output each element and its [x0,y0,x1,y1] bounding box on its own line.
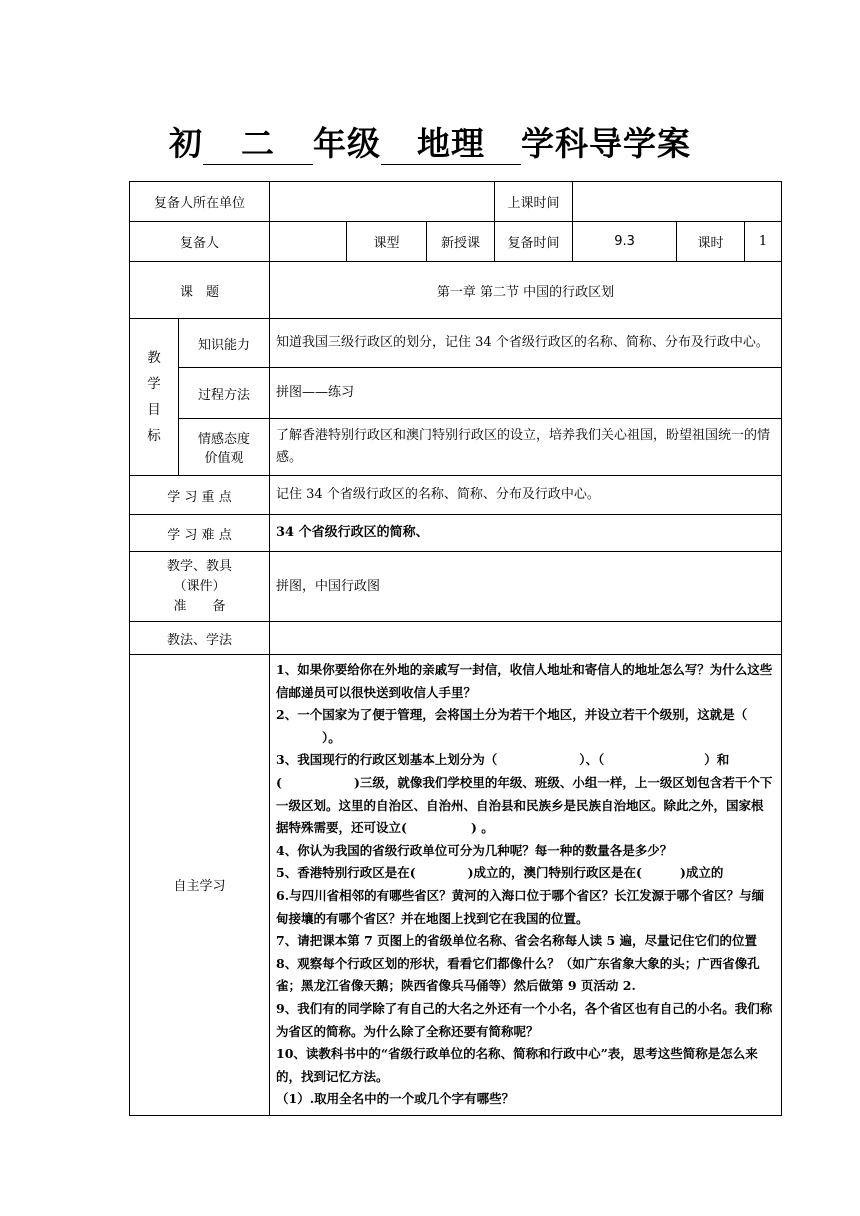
title-suffix: 学科导学案 [521,124,691,163]
row-difficulty [130,515,782,552]
difficulty-value: 34 个省级行政区的简称、 [270,515,782,552]
title-subject-blank: 地理 [381,124,521,165]
goals-char: 目 [147,402,161,418]
self-study-label: 自主学习 [130,655,270,1116]
class-time-label: 上课时间 [495,182,573,222]
goals-char: 教 [147,350,161,366]
period-value: 1 [745,222,782,262]
title-grade-suffix: 年级 [313,124,381,163]
prep-time-label: 复备时间 [495,222,573,262]
question-10: 10、读教科书中的“省级行政单位的名称、简称和行政中心”表，思考这些简称是怎么来的，找到记忆方法。 [276,1046,758,1084]
emotion-value: 了解香港特别行政区和澳门特别行政区的设立，培养我们关心祖国，盼望祖国统一的情感。 [270,419,782,476]
tools-label [130,552,270,622]
process-value: 拼图——练习 [270,368,782,419]
difficulty-label: 学 习 难 点 [130,515,270,552]
process-label: 过程方法 [179,368,270,419]
row-topic [130,262,782,319]
emotion-label-line: 价值观 [204,451,244,466]
q2-blank-open: （ [734,707,748,723]
lesson-type-value: 新授课 [427,222,495,262]
topic-value: 第一章 第二节 中国的行政区划 [270,262,782,319]
goals-char: 学 [147,376,161,392]
q3-text-c: ）和 [704,752,730,768]
period-label: 课时 [677,222,745,262]
key-point-label: 学 习 重 点 [130,476,270,515]
emotion-label [179,419,270,476]
tools-label-line: 准 备 [173,598,226,614]
row-key-point [130,476,782,515]
tools-value: 拼图，中国行政图 [270,552,782,622]
q3-text-d: ( [276,774,282,790]
key-point-value: 记住 34 个省级行政区的名称、简称、分布及行政中心。 [270,476,782,515]
q2-text: 2、一个国家为了便于管理，会将国土分为若干个地区，并设立若干个级别，这就是 [276,707,735,723]
question-1: 1、如果你要给你在外地的亲戚写一封信，收信人地址和寄信人的地址怎么写？为什么这些信邮递员可以很快送到收信人手里？ [276,662,773,700]
row-self-study [130,655,782,1116]
question-5 [276,862,775,885]
row-unit [130,182,782,222]
q2-blank-close: ）。 [322,729,341,745]
question-2 [276,704,775,749]
title-prefix: 初 [169,124,203,163]
page-title [0,122,860,166]
row-preparer [130,222,782,262]
emotion-label-line: 情感态度 [198,432,251,447]
tools-label-line: （课件） [173,578,226,594]
methods-value [270,622,782,655]
question-6: 6.与四川省相邻的有哪些省区？黄河的入海口位于哪个省区？长江发源于哪个省区？与缅甸接壤的有哪个省区？并在地图上找到它在我国的位置。 [276,887,765,926]
methods-label: 教法、学法 [130,622,270,655]
row-process [130,368,782,419]
q5-text-a: 5、香港特别行政区是在( [276,865,416,881]
self-study-questions [270,655,782,1116]
q5-text-c: )成立的 [679,865,724,881]
topic-label: 课 题 [130,262,270,319]
title-grade-blank: 二 [203,124,313,165]
row-knowledge [130,319,782,368]
q5-text-b: )成立的，澳门特别行政区是在( [467,865,642,881]
question-7: 7、请把课本第 7 页图上的省级单位名称、省会名称每人读 5 遍，尽量记住它们的位置 [276,933,758,949]
question-8: 8、观察每个行政区划的形状，看看它们都像什么？（如广东省象大象的头；广西省像孔雀；黑龙江省像天鹅；陕西省像兵马俑等）然后做第 9 页活动 2. [276,955,760,994]
q3-text-a: 3、我国现行的行政区划基本上划分为（ [276,752,498,768]
lesson-plan-table [129,181,782,1116]
question-3 [276,749,775,839]
class-time-value [573,182,782,222]
preparer-value [270,222,347,262]
question-9: 9、我们有的同学除了有自己的大名之外还有一个小名，各个省区也有自己的小名。我们称为省区的简称。为什么除了全称还要有简称呢？ [276,1000,773,1039]
row-tools [130,552,782,622]
goals-char: 标 [147,428,161,444]
row-emotion [130,419,782,476]
preparer-label: 复备人 [130,222,270,262]
knowledge-label: 知识能力 [179,319,270,368]
lesson-type-label: 课型 [347,222,427,262]
prep-time-value: 9.3 [573,222,677,262]
row-methods [130,622,782,655]
knowledge-value: 知道我国三级行政区的划分，记住 34 个省级行政区的名称、简称、分布及行政中心。 [270,319,782,368]
goals-group-label [130,319,179,476]
q3-text-b: ）、（ [579,752,605,768]
question-10-1: （1）.取用全名中的一个或几个字有哪些？ [276,1091,515,1107]
tools-label-line: 教学、教具 [167,558,233,574]
q3-text-f: ) 。 [470,820,494,836]
unit-label: 复备人所在单位 [130,182,270,222]
unit-value [270,182,495,222]
q3-text-e: )三级，就像我们学校里的年级、班级、小组一样，上一级区划包含若干个下一级区划。这里的自治区、自治州、自治县和民族乡是民族自治地区。除此之外，国家根据特殊需要，还可设立( [276,774,773,836]
question-4: 4、你认为我国的省级行政单位可分为几种呢？每一种的数量各是多少？ [276,842,673,858]
